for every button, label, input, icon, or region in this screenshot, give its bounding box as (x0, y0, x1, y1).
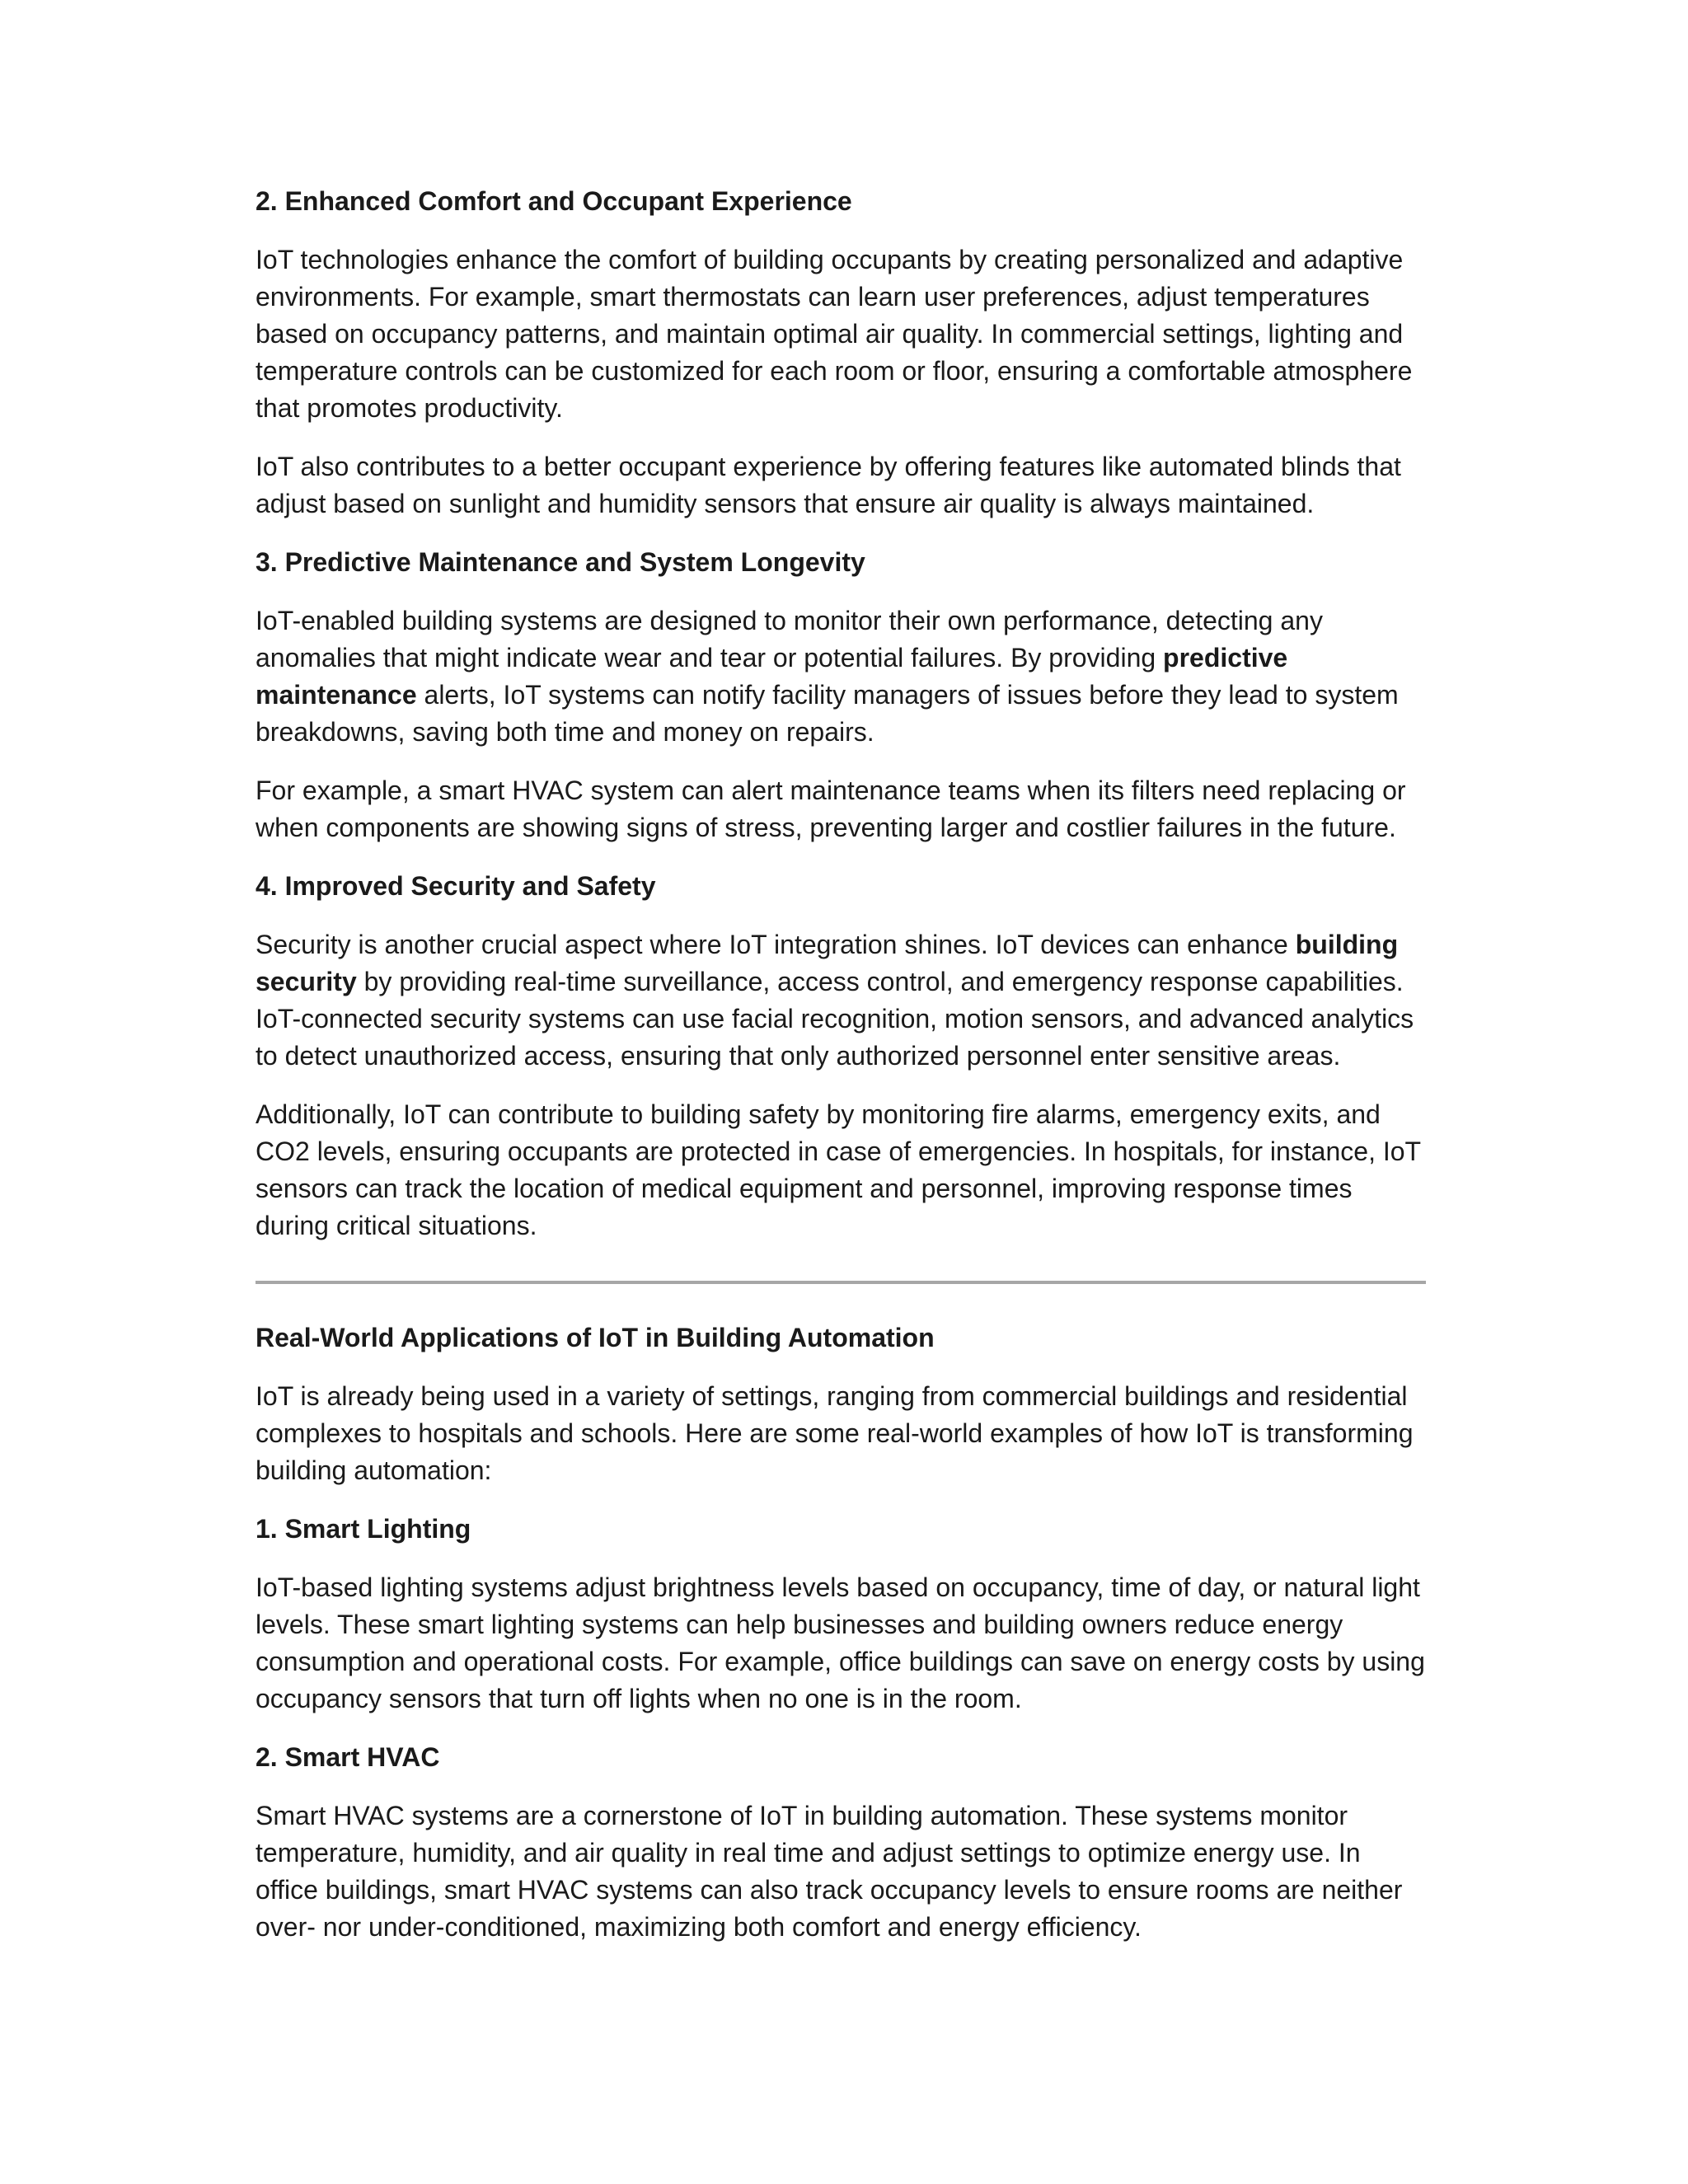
section-heading-comfort: 2. Enhanced Comfort and Occupant Experience (256, 186, 852, 216)
paragraph-comfort-2: IoT also contributes to a better occupant experience by offering features like automated blinds that adjust based on sunlight and humidity sensors that ensure air quality is always maintained. (256, 452, 1401, 518)
paragraph-smart-lighting: IoT-based lighting systems adjust brightness levels based on occupancy, time of day, or natural light levels. These smart lighting systems can help businesses and building owners reduce energy consumption and operational costs. For example, office buildings can save on energy costs by using occupancy sensors that turn off lights when no one is in the room. (256, 1572, 1425, 1713)
section-heading-smart-hvac: 2. Smart HVAC (256, 1742, 440, 1772)
paragraph-comfort-1: IoT technologies enhance the comfort of building occupants by creating personalized and adaptive environments. For example, smart thermostats can learn user preferences, adjust temperatures based on occupancy patterns, and maintain optimal air quality. In commercial settings, lighting and temperature controls can be customized for each room or floor, ensuring a comfortable atmosphere that promotes productivity. (256, 245, 1413, 423)
document-page (256, 183, 1426, 1967)
section-heading-security: 4. Improved Security and Safety (256, 871, 656, 901)
section-heading-applications: Real-World Applications of IoT in Building Automation (256, 1323, 935, 1352)
section-heading-smart-lighting: 1. Smart Lighting (256, 1514, 471, 1544)
paragraph-security-1 (256, 926, 1426, 1075)
paragraph-security-2: Additionally, IoT can contribute to building safety by monitoring fire alarms, emergency exits, and CO2 levels, ensuring occupants are protected in case of emergencies. In hospitals, for instance, IoT sensors can track the location of medical equipment and personnel, improving response times during critical situations. (256, 1099, 1421, 1240)
paragraph-smart-hvac: Smart HVAC systems are a cornerstone of IoT in building automation. These systems monitor temperature, humidity, and air quality in real time and adjust settings to optimize energy use. In office buildings, smart HVAC systems can also track occupancy levels to ensure rooms are neither over- nor under-conditioned, maximizing both comfort and energy efficiency. (256, 1801, 1403, 1942)
text-run: IoT-enabled building systems are designed to monitor their own performance, detecting any anomalies that might indicate wear and tear or potential failures. By providing (256, 606, 1323, 673)
bold-term-predictive-maintenance: predictive maintenance (256, 643, 1288, 710)
text-run: Security is another crucial aspect where IoT integration shines. IoT devices can enhance (256, 930, 1296, 959)
section-heading-maintenance: 3. Predictive Maintenance and System Longevity (256, 547, 865, 577)
bold-term-building-security: building security (256, 930, 1399, 996)
paragraph-applications-intro: IoT is already being used in a variety of settings, ranging from commercial buildings and residential complexes to hospitals and schools. Here are some real-world examples of how IoT is transforming building automation: (256, 1381, 1414, 1485)
paragraph-maintenance-2: For example, a smart HVAC system can alert maintenance teams when its filters need replacing or when components are showing signs of stress, preventing larger and costlier failures in the future. (256, 776, 1406, 842)
horizontal-divider (256, 1281, 1426, 1284)
text-run: alerts, IoT systems can notify facility managers of issues before they lead to system breakdowns, saving both time and money on repairs. (256, 680, 1399, 747)
paragraph-maintenance-1 (256, 602, 1426, 751)
text-run: by providing real-time surveillance, access control, and emergency response capabilities. IoT-connected security systems can use facial recognition, motion sensors, and advanced analytics to detect unauthorized access, ensuring that only authorized personnel enter sensitive areas. (256, 967, 1414, 1071)
